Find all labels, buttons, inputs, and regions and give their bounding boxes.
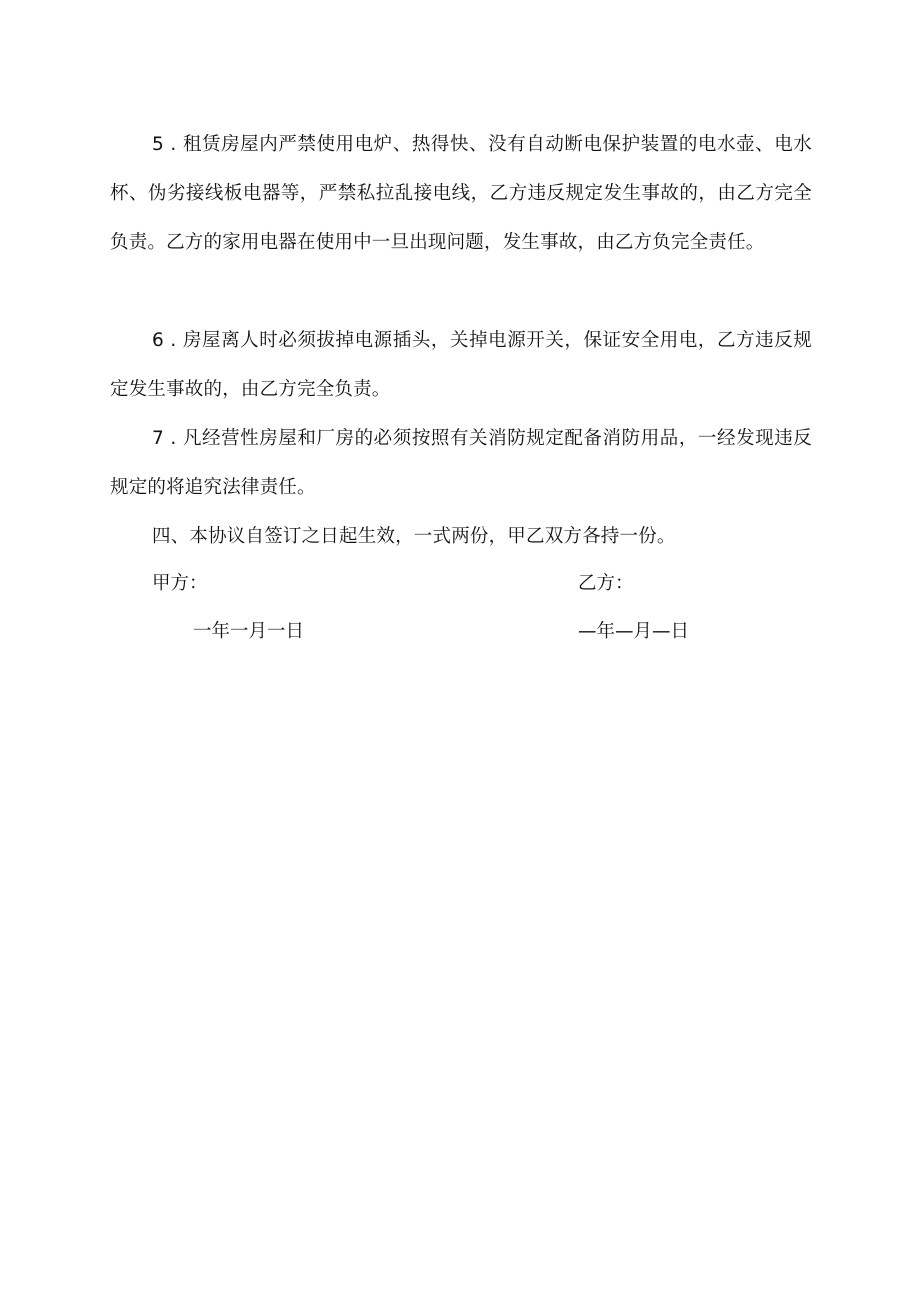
party-a-date: 一年一月一日 (193, 621, 305, 642)
clause-6-paragraph: 6 . 房屋离人时必须拔掉电源插头，关掉电源开关，保证安全用电，乙方违反规定发生事故的，由乙方完全负责。 (110, 330, 812, 400)
party-b-date: —年—月—日 (578, 621, 690, 642)
party-b-label: 乙方： (578, 573, 634, 594)
clause-7-paragraph: 7 . 凡经营性房屋和厂房的必须按照有关消防规定配备消防用品，一经发现违反规定的将追究法律责任。 (110, 428, 812, 498)
clause-5-paragraph: 5 . 租赁房屋内严禁使用电炉、热得快、没有自动断电保护装置的电水壶、电水杯、伪劣接线板电器等，严禁私拉乱接电线，乙方违反规定发生事故的，由乙方完全负责。乙方的家用电器在使用中一旦出现问题，发生事故，由乙方负完全责任。 (110, 134, 812, 253)
effective-clause-paragraph: 四、本协议自签订之日起生效，一式两份，甲乙双方各持一份。 (152, 526, 676, 547)
party-a-label: 甲方： (152, 573, 208, 594)
